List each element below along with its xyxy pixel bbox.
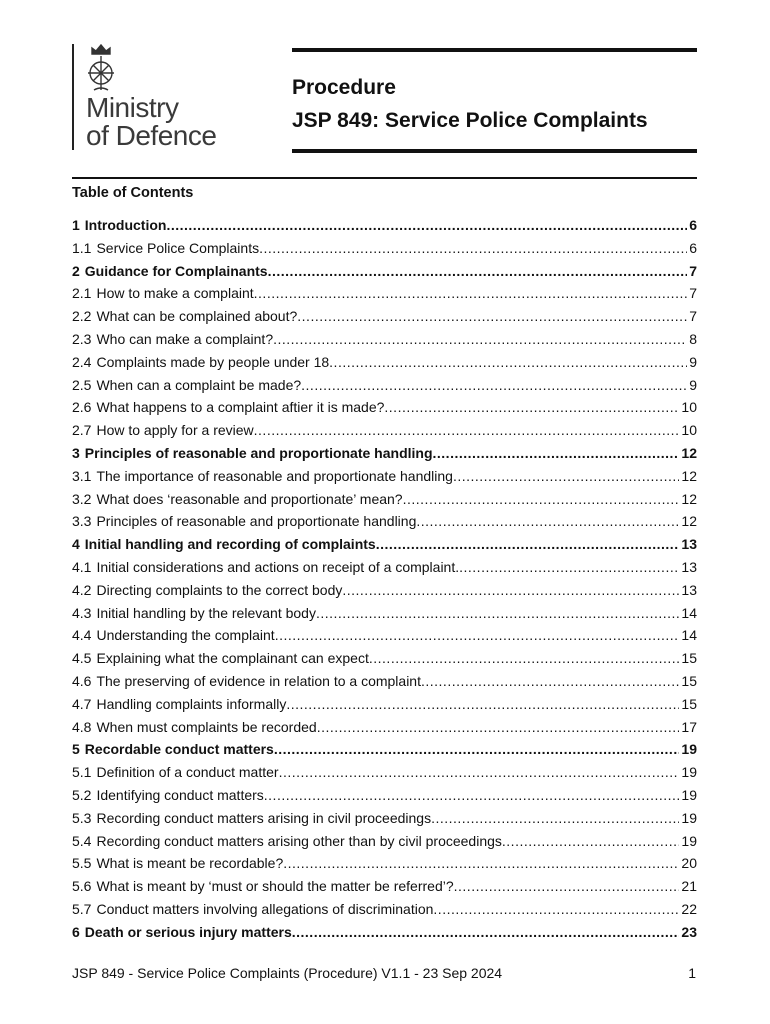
toc-leader-dots <box>403 488 680 511</box>
toc-entry-number: 5.6 <box>72 878 92 895</box>
toc-entry-title: Explaining what the complainant can expect <box>96 650 369 667</box>
toc-leader-dots <box>453 465 679 488</box>
toc-entry[interactable] <box>72 556 697 579</box>
logo-line-2: of Defence <box>86 120 217 151</box>
toc-entry-number: 5.7 <box>72 900 92 917</box>
toc-entry[interactable] <box>72 602 697 625</box>
toc-entry-title: What happens to a complaint aftier it is made? <box>96 399 385 416</box>
toc-leader-dots <box>279 761 680 784</box>
toc-entry-number: 4.2 <box>72 581 92 598</box>
toc-entry[interactable] <box>72 214 697 237</box>
toc-entry-title: Complaints made by people under 18 <box>96 353 330 370</box>
toc-entry-title: Recording conduct matters arising other than by civil proceedings <box>96 832 502 849</box>
toc-rule <box>72 177 697 179</box>
toc-leader-dots <box>459 556 679 579</box>
toc-leader-dots <box>166 214 687 237</box>
toc-entry-page: 15 <box>681 650 697 667</box>
toc-entry-number: 3 <box>72 444 80 461</box>
toc-entry-title: What can be complained about? <box>96 308 298 325</box>
toc-entry-number: 1.1 <box>72 239 92 256</box>
toc-leader-dots <box>433 442 680 465</box>
toc-entry-title: Principles of reasonable and proportionate handling <box>84 444 433 461</box>
toc-leader-dots <box>421 670 679 693</box>
toc-leader-dots <box>259 237 687 260</box>
toc-entry-page: 14 <box>681 627 697 644</box>
toc-entry[interactable] <box>72 510 697 533</box>
toc-entry-number: 5.4 <box>72 832 92 849</box>
toc-entry-title: How to apply for a review <box>96 422 254 439</box>
toc-entry-number: 2.3 <box>72 330 92 347</box>
toc-entry[interactable] <box>72 442 697 465</box>
toc-entry-number: 4.6 <box>72 672 92 689</box>
toc-entry-title: Recording conduct matters arising in civil proceedings <box>96 809 432 826</box>
toc-leader-dots <box>502 830 680 853</box>
toc-entry-number: 4.1 <box>72 558 92 575</box>
toc-leader-dots <box>317 716 680 739</box>
toc-leader-dots <box>254 282 688 305</box>
document-title: JSP 849: Service Police Complaints <box>292 109 648 132</box>
toc-entry-number: 2.7 <box>72 422 92 439</box>
toc-entry-page: 14 <box>681 604 697 621</box>
toc-entry-title: Identifying conduct matters <box>96 786 264 803</box>
toc-entry-page: 12 <box>681 444 697 461</box>
toc-entry-title: Definition of a conduct matter <box>96 764 279 781</box>
toc-entry[interactable] <box>72 579 697 602</box>
toc-entry-title: Recordable conduct matters <box>84 741 274 758</box>
toc-entry-number: 5.2 <box>72 786 92 803</box>
toc-entry-page: 10 <box>681 422 697 439</box>
toc-entry-number: 1 <box>72 217 80 233</box>
title-rule-top <box>292 48 697 52</box>
toc-entry-page: 9 <box>689 376 697 393</box>
royal-crest-icon <box>84 42 118 94</box>
document-type: Procedure <box>292 76 396 99</box>
toc-entry-page: 15 <box>681 695 697 712</box>
toc-entry-title: The importance of reasonable and proportionate handling <box>96 467 453 484</box>
toc-leader-dots <box>301 374 687 397</box>
logo-divider <box>72 44 74 150</box>
toc-entry-number: 4.8 <box>72 718 92 735</box>
toc-entry-number: 3.2 <box>72 490 92 507</box>
toc-entry-title: Guidance for Complainants <box>84 262 268 279</box>
toc-entry-page: 12 <box>681 467 697 484</box>
toc-entry-page: 13 <box>681 558 697 575</box>
toc-entry-number: 4 <box>72 536 80 553</box>
toc-entry-title: Principles of reasonable and proportionate handling <box>96 513 417 530</box>
toc-entry-number: 3.3 <box>72 513 92 530</box>
toc-entry-page: 7 <box>689 308 697 325</box>
toc-entry-title: How to make a complaint <box>96 285 254 302</box>
toc-entry[interactable] <box>72 693 697 716</box>
toc-leader-dots <box>254 419 680 442</box>
toc-entry[interactable] <box>72 830 697 853</box>
toc-entry-number: 5.5 <box>72 855 92 872</box>
toc-entry-page: 6 <box>689 239 697 256</box>
toc-entry-page: 19 <box>681 832 697 849</box>
toc-entry-page: 13 <box>681 581 697 598</box>
toc-entry-title: Death or serious injury matters <box>84 923 292 940</box>
toc-entry-title: Initial handling by the relevant body <box>96 604 316 621</box>
toc-entry-page: 19 <box>681 786 697 803</box>
toc-entry-number: 6 <box>72 923 80 940</box>
toc-entry-page: 9 <box>689 353 697 370</box>
toc-entry-number: 4.7 <box>72 695 92 712</box>
toc-leader-dots <box>268 260 688 283</box>
toc-heading: Table of Contents <box>72 185 194 201</box>
logo-wordmark <box>86 94 216 150</box>
toc-leader-dots <box>369 647 680 670</box>
toc-entry[interactable] <box>72 533 697 556</box>
toc-leader-dots <box>416 510 679 533</box>
toc-entry[interactable] <box>72 898 697 921</box>
toc-entry[interactable] <box>72 716 697 739</box>
toc-leader-dots <box>431 807 679 830</box>
toc-entry-page: 20 <box>681 855 697 872</box>
toc-leader-dots <box>433 898 679 921</box>
toc-entry-title: Directing complaints to the correct body <box>96 581 343 598</box>
toc-entry[interactable] <box>72 670 697 693</box>
toc-leader-dots <box>264 784 680 807</box>
toc-entry[interactable] <box>72 488 697 511</box>
toc-entry[interactable] <box>72 761 697 784</box>
toc-entry-page: 7 <box>689 285 697 302</box>
toc-leader-dots <box>316 602 679 625</box>
toc-leader-dots <box>274 738 680 761</box>
toc-leader-dots <box>384 396 679 419</box>
toc-entry-title: The preserving of evidence in relation to a complaint <box>96 672 421 689</box>
toc-entry-title: Who can make a complaint? <box>96 330 274 347</box>
toc-leader-dots <box>454 875 680 898</box>
toc-entry[interactable] <box>72 351 697 374</box>
toc-leader-dots <box>275 624 680 647</box>
toc-leader-dots <box>273 328 687 351</box>
page-number: 1 <box>688 965 696 981</box>
toc-leader-dots <box>342 579 679 602</box>
toc-entry-page: 8 <box>689 330 697 347</box>
toc-leader-dots <box>376 533 680 556</box>
toc-entry[interactable] <box>72 328 697 351</box>
toc-entry-title: Conduct matters involving allegations of discrimination <box>96 900 434 917</box>
toc-entry-page: 23 <box>681 923 697 940</box>
toc-entry-page: 12 <box>681 490 697 507</box>
toc-entry-title: Introduction <box>84 217 167 233</box>
toc-entry-page: 19 <box>681 741 697 758</box>
toc-entry-page: 17 <box>681 718 697 735</box>
toc-entry-title: What does ‘reasonable and proportionate’ mean? <box>96 490 403 507</box>
toc-entry-number: 5.1 <box>72 764 92 781</box>
toc-leader-dots <box>297 305 687 328</box>
toc-entry-page: 12 <box>681 513 697 530</box>
toc-entry[interactable] <box>72 374 697 397</box>
toc-entry-number: 3.1 <box>72 467 92 484</box>
toc-entry-page: 22 <box>681 900 697 917</box>
toc-entry[interactable] <box>72 647 697 670</box>
toc-entry[interactable] <box>72 807 697 830</box>
toc-entry[interactable] <box>72 875 697 898</box>
toc-entry-number: 5.3 <box>72 809 92 826</box>
toc-entry-number: 2.2 <box>72 308 92 325</box>
toc-entry-page: 15 <box>681 672 697 689</box>
toc-entry-title: When can a complaint be made? <box>96 376 302 393</box>
logo-line-1: Ministry <box>86 92 179 123</box>
toc-entry[interactable] <box>72 305 697 328</box>
toc-entry[interactable] <box>72 419 697 442</box>
toc-entry-number: 2.5 <box>72 376 92 393</box>
toc-entry[interactable] <box>72 921 697 944</box>
toc-entry-page: 19 <box>681 809 697 826</box>
table-of-contents <box>72 214 697 944</box>
toc-entry-page: 7 <box>689 262 697 279</box>
toc-entry-page: 13 <box>681 536 697 553</box>
toc-entry-title: Handling complaints informally <box>96 695 287 712</box>
toc-entry-number: 5 <box>72 741 80 758</box>
toc-entry[interactable] <box>72 237 697 260</box>
toc-entry[interactable] <box>72 396 697 419</box>
toc-entry-title: Understanding the complaint <box>96 627 275 644</box>
toc-entry-page: 10 <box>681 399 697 416</box>
toc-entry[interactable] <box>72 465 697 488</box>
toc-entry[interactable] <box>72 852 697 875</box>
toc-entry-number: 2.4 <box>72 353 92 370</box>
toc-leader-dots <box>329 351 687 374</box>
title-rule-bottom <box>292 149 697 153</box>
toc-entry-title: When must complaints be recorded <box>96 718 317 735</box>
toc-entry-title: What is meant by ‘must or should the matter be referred’? <box>96 878 454 895</box>
toc-leader-dots <box>283 852 679 875</box>
toc-entry-number: 4.3 <box>72 604 92 621</box>
toc-entry-page: 6 <box>689 217 697 233</box>
toc-entry-number: 2.1 <box>72 285 92 302</box>
toc-entry[interactable] <box>72 784 697 807</box>
toc-leader-dots <box>292 921 680 944</box>
mod-logo <box>72 40 242 152</box>
toc-entry-page: 19 <box>681 764 697 781</box>
toc-entry-title: Service Police Complaints <box>96 239 260 256</box>
toc-entry[interactable] <box>72 260 697 283</box>
toc-leader-dots <box>286 693 679 716</box>
footer-text: JSP 849 - Service Police Complaints (Procedure) V1.1 - 23 Sep 2024 <box>72 965 503 981</box>
toc-entry-number: 2 <box>72 262 80 279</box>
toc-entry-title: What is meant be recordable? <box>96 855 284 872</box>
toc-entry[interactable] <box>72 282 697 305</box>
toc-entry-number: 4.5 <box>72 650 92 667</box>
toc-entry[interactable] <box>72 624 697 647</box>
toc-entry-title: Initial considerations and actions on receipt of a complaint. <box>96 558 460 575</box>
toc-entry-number: 4.4 <box>72 627 92 644</box>
toc-entry-page: 21 <box>681 878 697 895</box>
toc-entry[interactable] <box>72 738 697 761</box>
toc-entry-number: 2.6 <box>72 399 92 416</box>
toc-entry-title: Initial handling and recording of complaints <box>84 536 376 553</box>
